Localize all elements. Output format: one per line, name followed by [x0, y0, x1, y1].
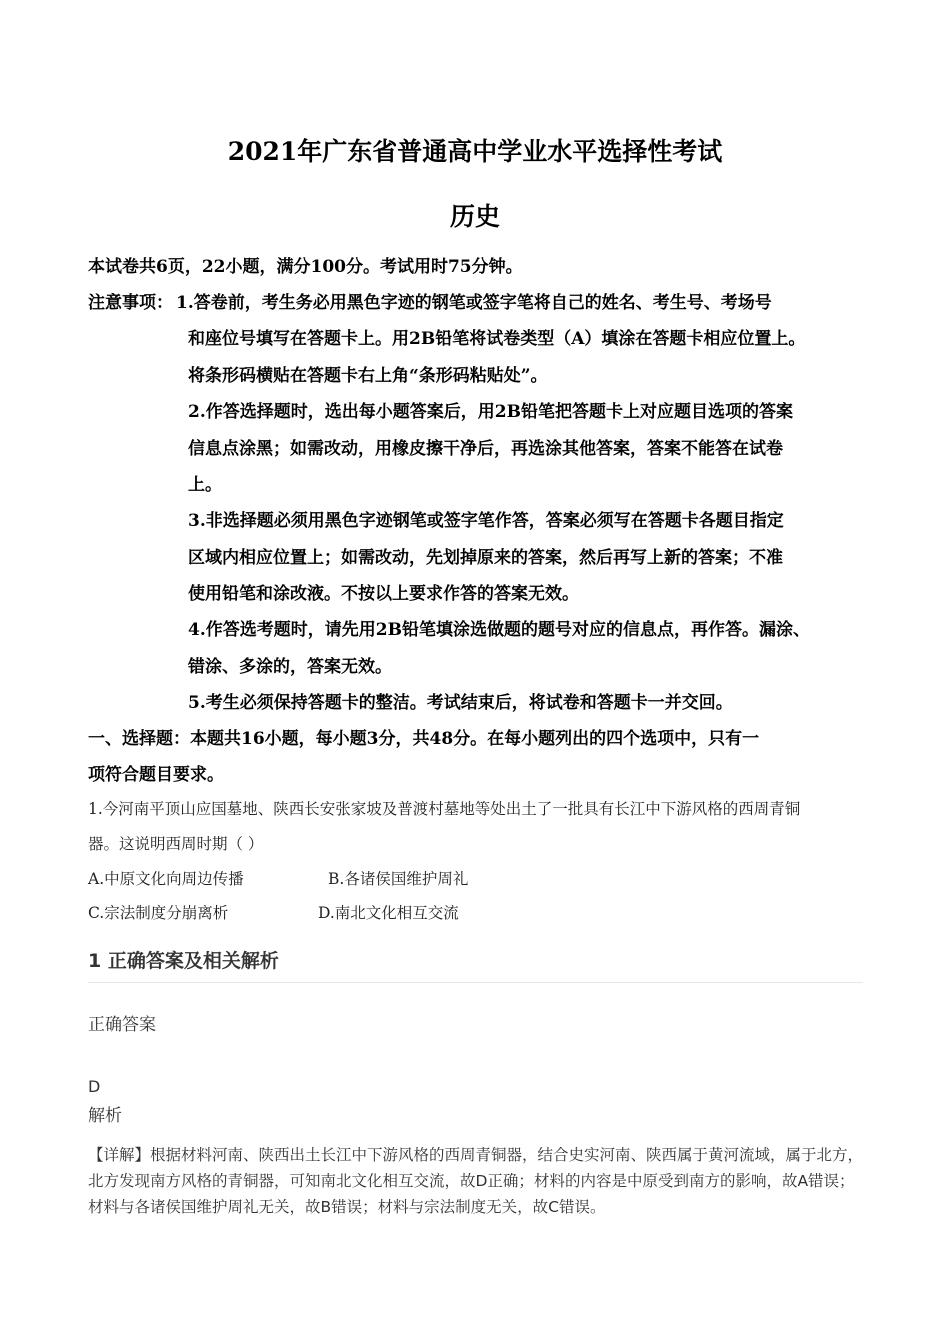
- option-c: C.宗法制度分崩离析: [88, 904, 229, 922]
- option-a: A.中原文化向周边传播: [88, 870, 244, 888]
- notes-line: 3.非选择题必须用黑色字迹钢笔或签字笔作答，答案必须写在答题卡各题目指定: [188, 511, 784, 531]
- analysis-heading: 1 正确答案及相关解析: [88, 950, 279, 972]
- explanation-text: 【详解】根据材料河南、陕西出土长江中下游风格的西周青铜器，结合史实河南、陕西属于黄河流域，属于北方，北方发现南方风格的青铜器，可知南北文化相互交流，故D正确；材料的内容是中原受到南方的影响，故A错误；材料与各诸侯国维护周礼无关，故B错误；材料与宗法制度无关，故C错误。: [88, 1146, 864, 1216]
- notes-line: 和座位号填写在答题卡上。用2B铅笔将试卷类型（A）填涂在答题卡相应位置上。: [188, 329, 806, 349]
- explanation-label: 解析: [88, 1106, 122, 1126]
- question-stem: 器。这说明西周时期（ ）: [88, 835, 264, 853]
- notes-line: 错涂、多涂的，答案无效。: [188, 657, 392, 677]
- notes-line: 上。: [188, 475, 222, 495]
- option-d: D.南北文化相互交流: [318, 904, 459, 922]
- option-b: B.各诸侯国维护周礼: [328, 870, 469, 888]
- answer-label: 正确答案: [88, 1015, 156, 1035]
- section-heading: 一、选择题：本题共16小题，每小题3分，共48分。在每小题列出的四个选项中，只有一: [88, 729, 760, 749]
- notes-line: 区域内相应位置上；如需改动，先划掉原来的答案，然后再写上新的答案；不准: [188, 548, 783, 568]
- notes-label: 注意事项：: [88, 293, 173, 313]
- exam-title: 2021年广东省普通高中学业水平选择性考试: [227, 137, 723, 166]
- notes-line: 使用铅笔和涂改液。不按以上要求作答的答案无效。: [188, 584, 579, 604]
- exam-subject: 历史: [449, 202, 500, 231]
- notes-line: 将条形码横贴在答题卡右上角“条形码粘贴处”。: [188, 366, 548, 386]
- section-heading: 项符合题目要求。: [88, 765, 224, 785]
- answer-value: D: [88, 1077, 101, 1096]
- notes-line: 信息点涂黑；如需改动，用橡皮擦干净后，再选涂其他答案，答案不能答在试卷: [188, 439, 783, 459]
- divider: [88, 982, 863, 983]
- question-stem: 1.今河南平顶山应国墓地、陕西长安张家坡及普渡村墓地等处出土了一批具有长江中下游风格的西周青铜: [88, 800, 801, 818]
- exam-intro: 本试卷共6页，22小题，满分100分。考试用时75分钟。: [88, 257, 523, 277]
- notes-line: 5.考生必须保持答题卡的整洁。考试结束后，将试卷和答题卡一并交回。: [188, 693, 733, 713]
- notes-line: 1.答卷前，考生务必用黑色字迹的钢笔或签字笔将自己的姓名、考生号、考场号: [176, 293, 772, 313]
- notes-line: 4.作答选考题时，请先用2B铅笔填涂选做题的题号对应的信息点，再作答。漏涂、: [188, 620, 810, 640]
- notes-line: 2.作答选择题时，选出每小题答案后，用2B铅笔把答题卡上对应题目选项的答案: [188, 402, 793, 422]
